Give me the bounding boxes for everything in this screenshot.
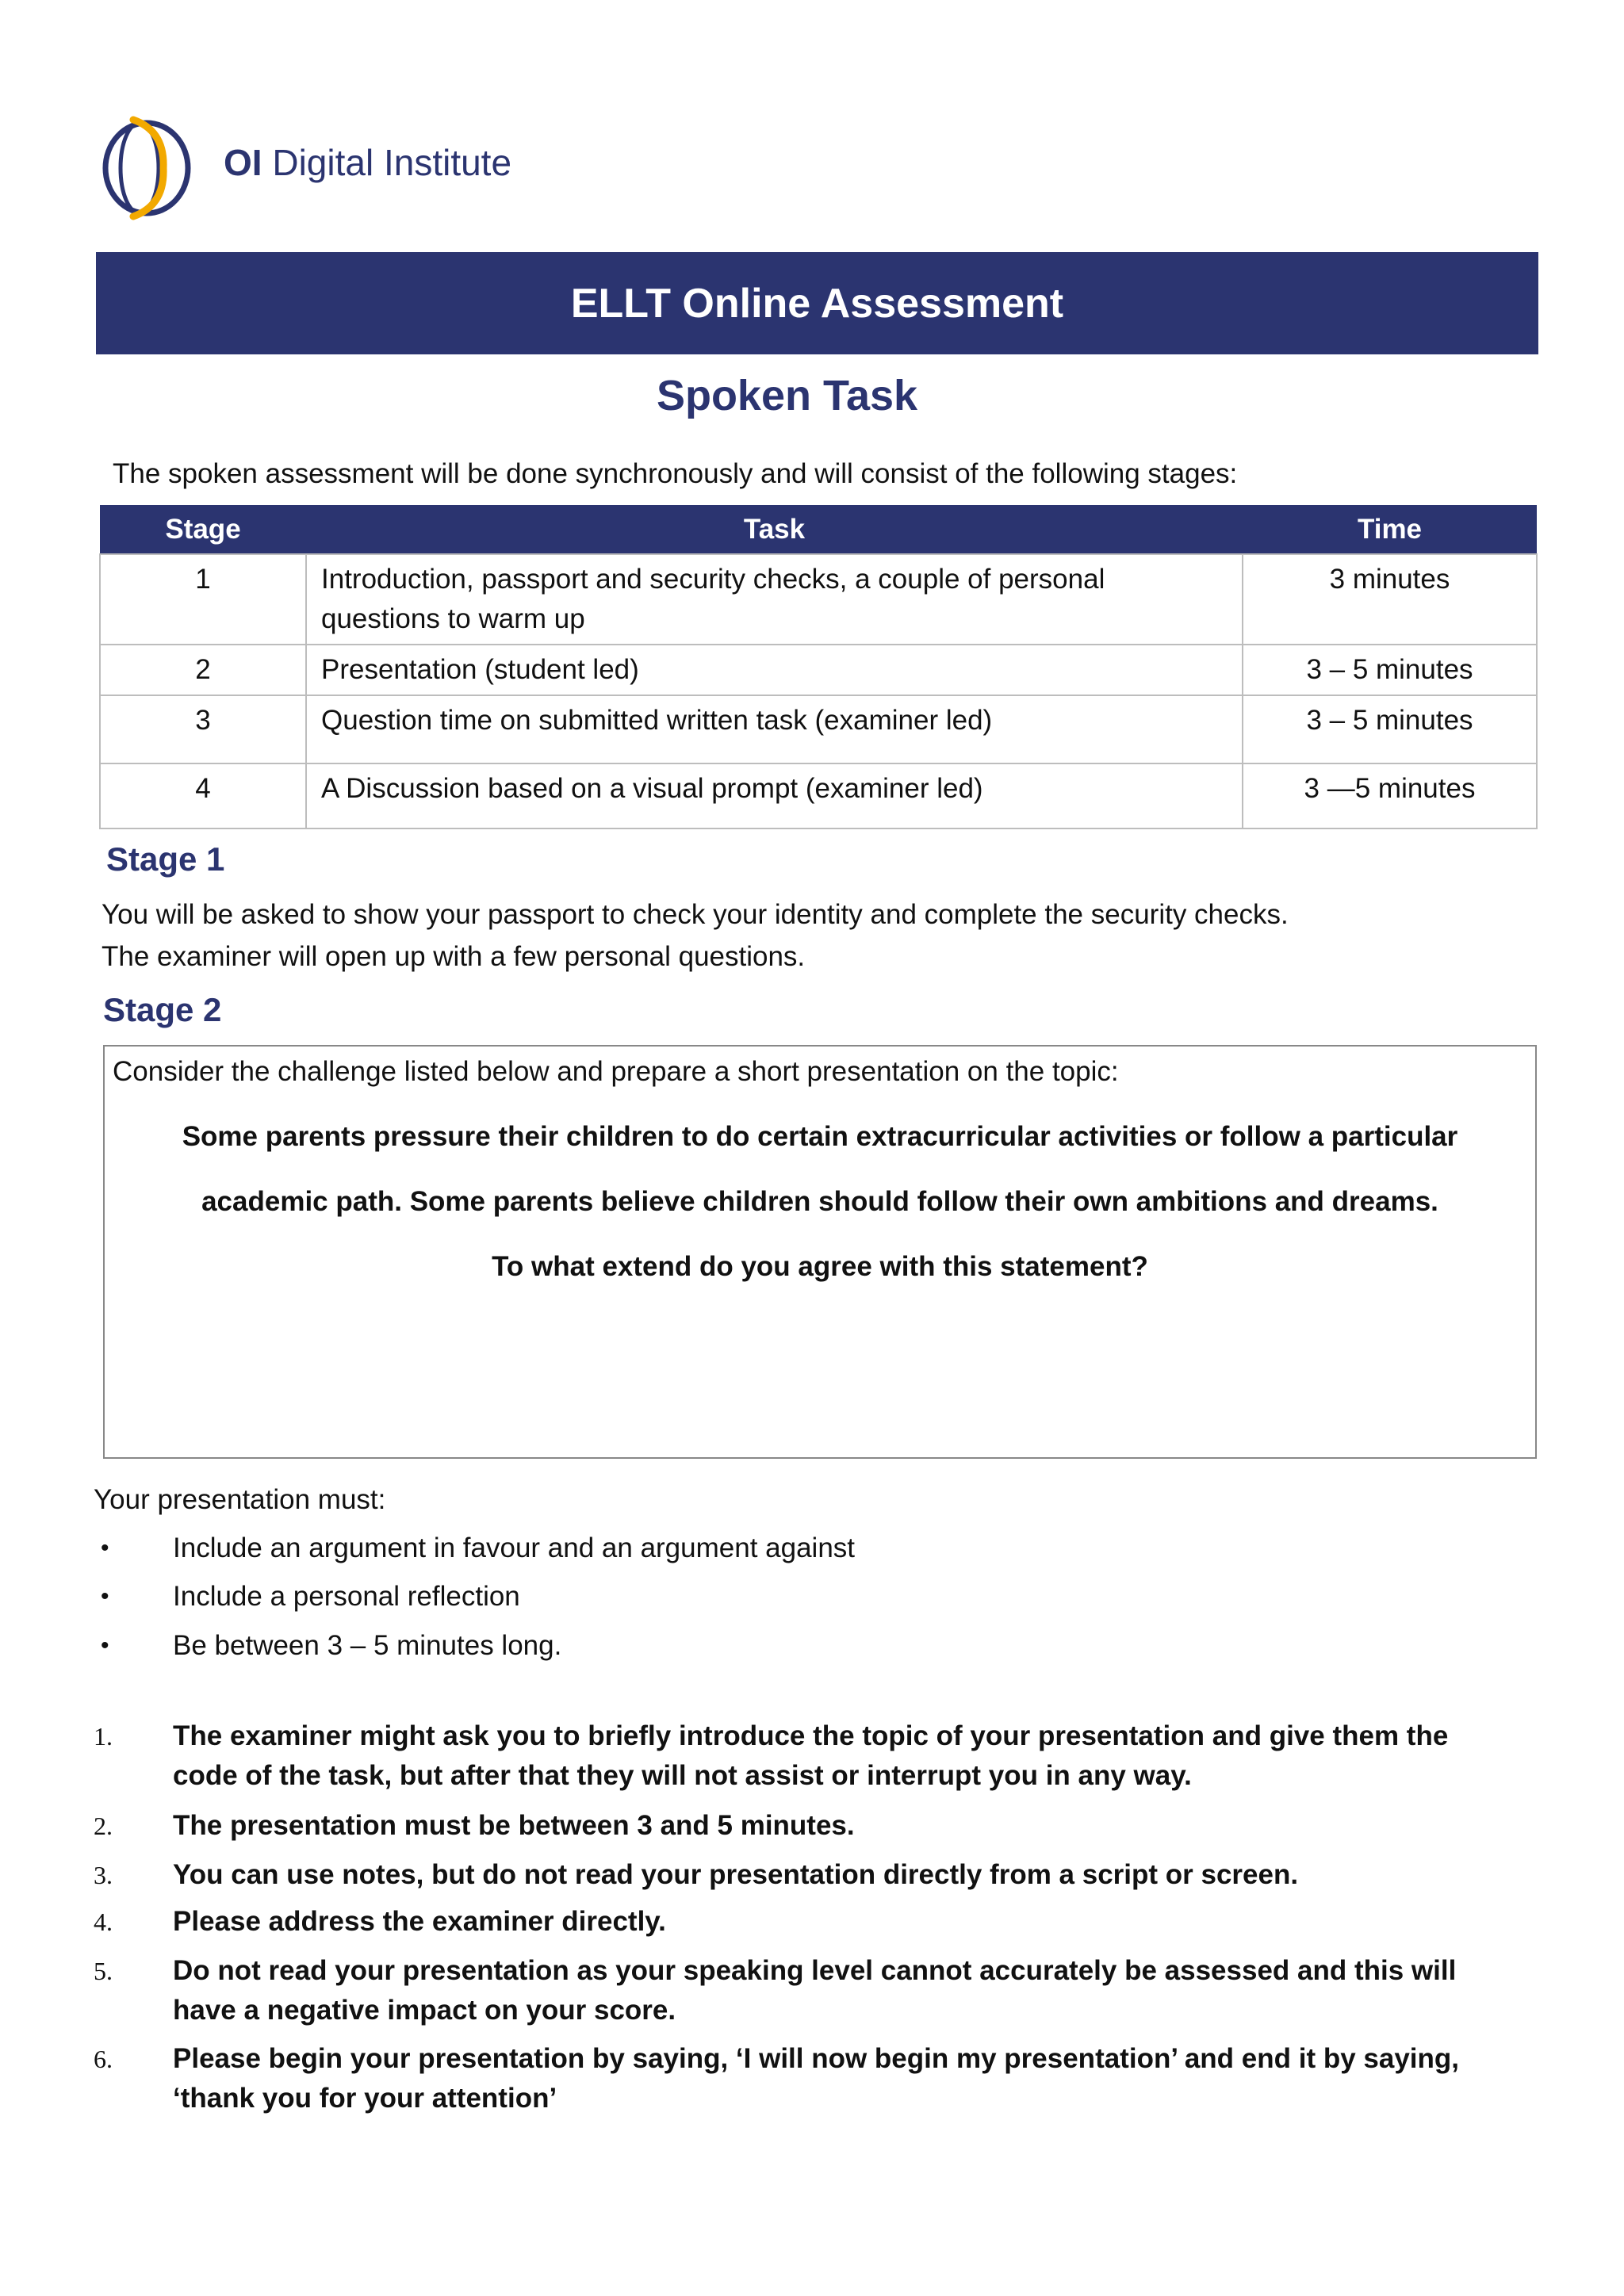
- stage2-heading: Stage 2: [103, 991, 222, 1028]
- prompt-question: To what extend do you agree with this statement?: [492, 1251, 1148, 1282]
- header-task: Task: [306, 505, 1243, 554]
- subtitle: Spoken Task: [656, 372, 918, 419]
- requirement-item: Include a personal reflection: [173, 1581, 520, 1612]
- header-stage: Stage: [100, 505, 306, 554]
- requirement-item: Include an argument in favour and an argument against: [173, 1533, 856, 1563]
- cell-stage: 2: [100, 645, 306, 695]
- rule-line: The examiner might ask you to briefly introduce the topic of your presentation and give them the: [173, 1720, 1449, 1751]
- prompt-lead: Consider the challenge listed below and prepare a short presentation on the topic:: [113, 1056, 1119, 1087]
- rule-number: 5.: [94, 1957, 113, 1985]
- rule-number: 4.: [94, 1908, 113, 1936]
- rule-number: 1.: [94, 1722, 113, 1751]
- intro-text: The spoken assessment will be done synchronously and will consist of the following stages:: [113, 458, 1238, 489]
- header-time: Time: [1243, 505, 1537, 554]
- rule-number: 6.: [94, 2045, 113, 2073]
- rule-text: [173, 1806, 855, 1846]
- cell-task: Presentation (student led): [306, 645, 1243, 695]
- rule-line: The presentation must be between 3 and 5 minutes.: [173, 1810, 855, 1841]
- bullet-icon: •: [101, 1535, 109, 1561]
- rule-text: [173, 2039, 1459, 2118]
- cell-stage: 1: [100, 554, 306, 645]
- cell-time: 3 – 5 minutes: [1243, 645, 1537, 695]
- stage1-text: You will be asked to show your passport to check your identity and complete the security checks.: [102, 899, 1289, 930]
- rule-number: 2.: [94, 1812, 113, 1840]
- table-row: [100, 763, 1537, 828]
- cell-time: 3 – 5 minutes: [1243, 695, 1537, 763]
- cell-task: Introduction, passport and security checks, a couple of personal questions to warm up: [306, 554, 1243, 645]
- title-banner: [96, 252, 1538, 354]
- rule-text: [173, 1855, 1298, 1895]
- prompt-statement: academic path. Some parents believe children should follow their own ambitions and dreams.: [201, 1186, 1438, 1217]
- logo-rest: Digital Institute: [272, 142, 512, 183]
- rule-line: You can use notes, but do not read your presentation directly from a script or screen.: [173, 1859, 1299, 1890]
- table-row: [100, 695, 1537, 763]
- rule-line: ‘thank you for your attention’: [173, 2083, 557, 2114]
- oi-logo-icon: [102, 115, 193, 222]
- cell-stage: 4: [100, 763, 306, 828]
- requirement-item: Be between 3 – 5 minutes long.: [173, 1630, 562, 1661]
- stage1-heading: Stage 1: [106, 840, 225, 878]
- cell-task: Question time on submitted written task (examiner led): [306, 695, 1243, 763]
- table-row: [100, 645, 1537, 695]
- stage1-text: The examiner will open up with a few personal questions.: [102, 941, 806, 972]
- cell-time: 3 —5 minutes: [1243, 763, 1537, 828]
- logo-wordmark: [224, 141, 511, 184]
- document-title: ELLT Online Assessment: [570, 280, 1064, 327]
- rule-line: Please address the examiner directly.: [173, 1906, 666, 1937]
- prompt-box: [103, 1045, 1537, 1459]
- requirements-heading: Your presentation must:: [94, 1484, 386, 1515]
- cell-time: 3 minutes: [1243, 554, 1537, 645]
- cell-task: A Discussion based on a visual prompt (examiner led): [306, 763, 1243, 828]
- stages-table: [99, 505, 1538, 829]
- rule-line: code of the task, but after that they will not assist or interrupt you in any way.: [173, 1760, 1192, 1791]
- rule-line: Do not read your presentation as your speaking level cannot accurately be assessed and this will: [173, 1955, 1457, 1986]
- table-row: [100, 554, 1537, 645]
- rule-text: [173, 1716, 1448, 1796]
- rule-number: 3.: [94, 1861, 113, 1889]
- table-header: [100, 505, 1537, 554]
- prompt-statement: Some parents pressure their children to do certain extracurricular activities or follow a particular: [182, 1121, 1458, 1152]
- bullet-icon: •: [101, 1583, 109, 1609]
- rule-line: have a negative impact on your score.: [173, 1995, 676, 2026]
- rule-line: Please begin your presentation by saying, ‘I will now begin my presentation’ and end it by saying,: [173, 2043, 1460, 2074]
- logo-bold: OI: [224, 142, 262, 183]
- cell-stage: 3: [100, 695, 306, 763]
- rule-text: [173, 1902, 666, 1942]
- rule-text: [173, 1951, 1456, 2030]
- bullet-icon: •: [101, 1632, 109, 1659]
